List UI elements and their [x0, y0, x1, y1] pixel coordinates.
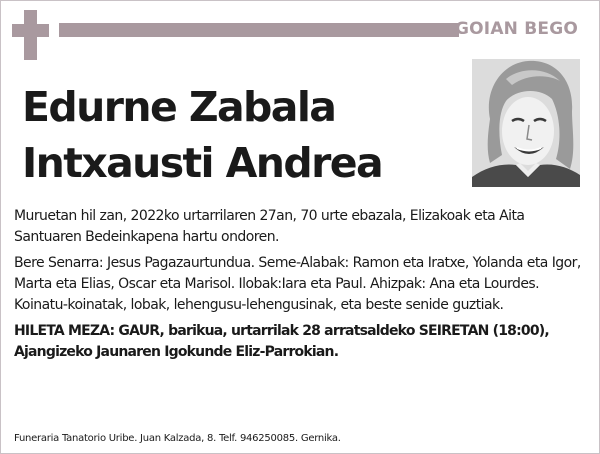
funeral-home-footer: Funeraria Tanatorio Uribe. Juan Kalzada, 8. Telf. 946250085. Gernika.	[14, 433, 341, 444]
death-notice-paragraph: Muruetan hil zan, 2022ko urtarrilaren 27an, 70 urte ebazala, Elizakoak eta Aita Santuaren Bedeinkapena hartu ondoren.	[14, 208, 525, 245]
obituary-body	[14, 206, 586, 368]
header-bar	[59, 23, 459, 37]
name-line-2: Intxausti Andrea	[22, 139, 383, 187]
deceased-photo	[472, 59, 580, 187]
family-paragraph: Bere Senarra: Jesus Pagazaurtundua. Seme-Alabak: Ramon eta Iratxe, Yolanda eta Igor, Marta eta Elias, Oscar eta Marisol. Ilobak:Iara eta Paul. Ahizpak: Ana eta Lourdes. Koinatu-koinatak, lobak, lehengusu-lehengusinak, eta beste senide guztiak.	[14, 255, 581, 313]
funeral-mass-paragraph: HILETA MEZA: GAUR, barikua, urtarrilak 28 arratsaldeko SEIRETAN (18:00), Ajangizeko Jaunaren Igokunde Eliz-Parrokian.	[14, 323, 549, 360]
location-label: GOIAN BEGO	[454, 19, 578, 39]
name-line-1: Edurne Zabala	[22, 83, 336, 131]
deceased-name	[22, 79, 452, 191]
cross-icon	[12, 10, 49, 60]
